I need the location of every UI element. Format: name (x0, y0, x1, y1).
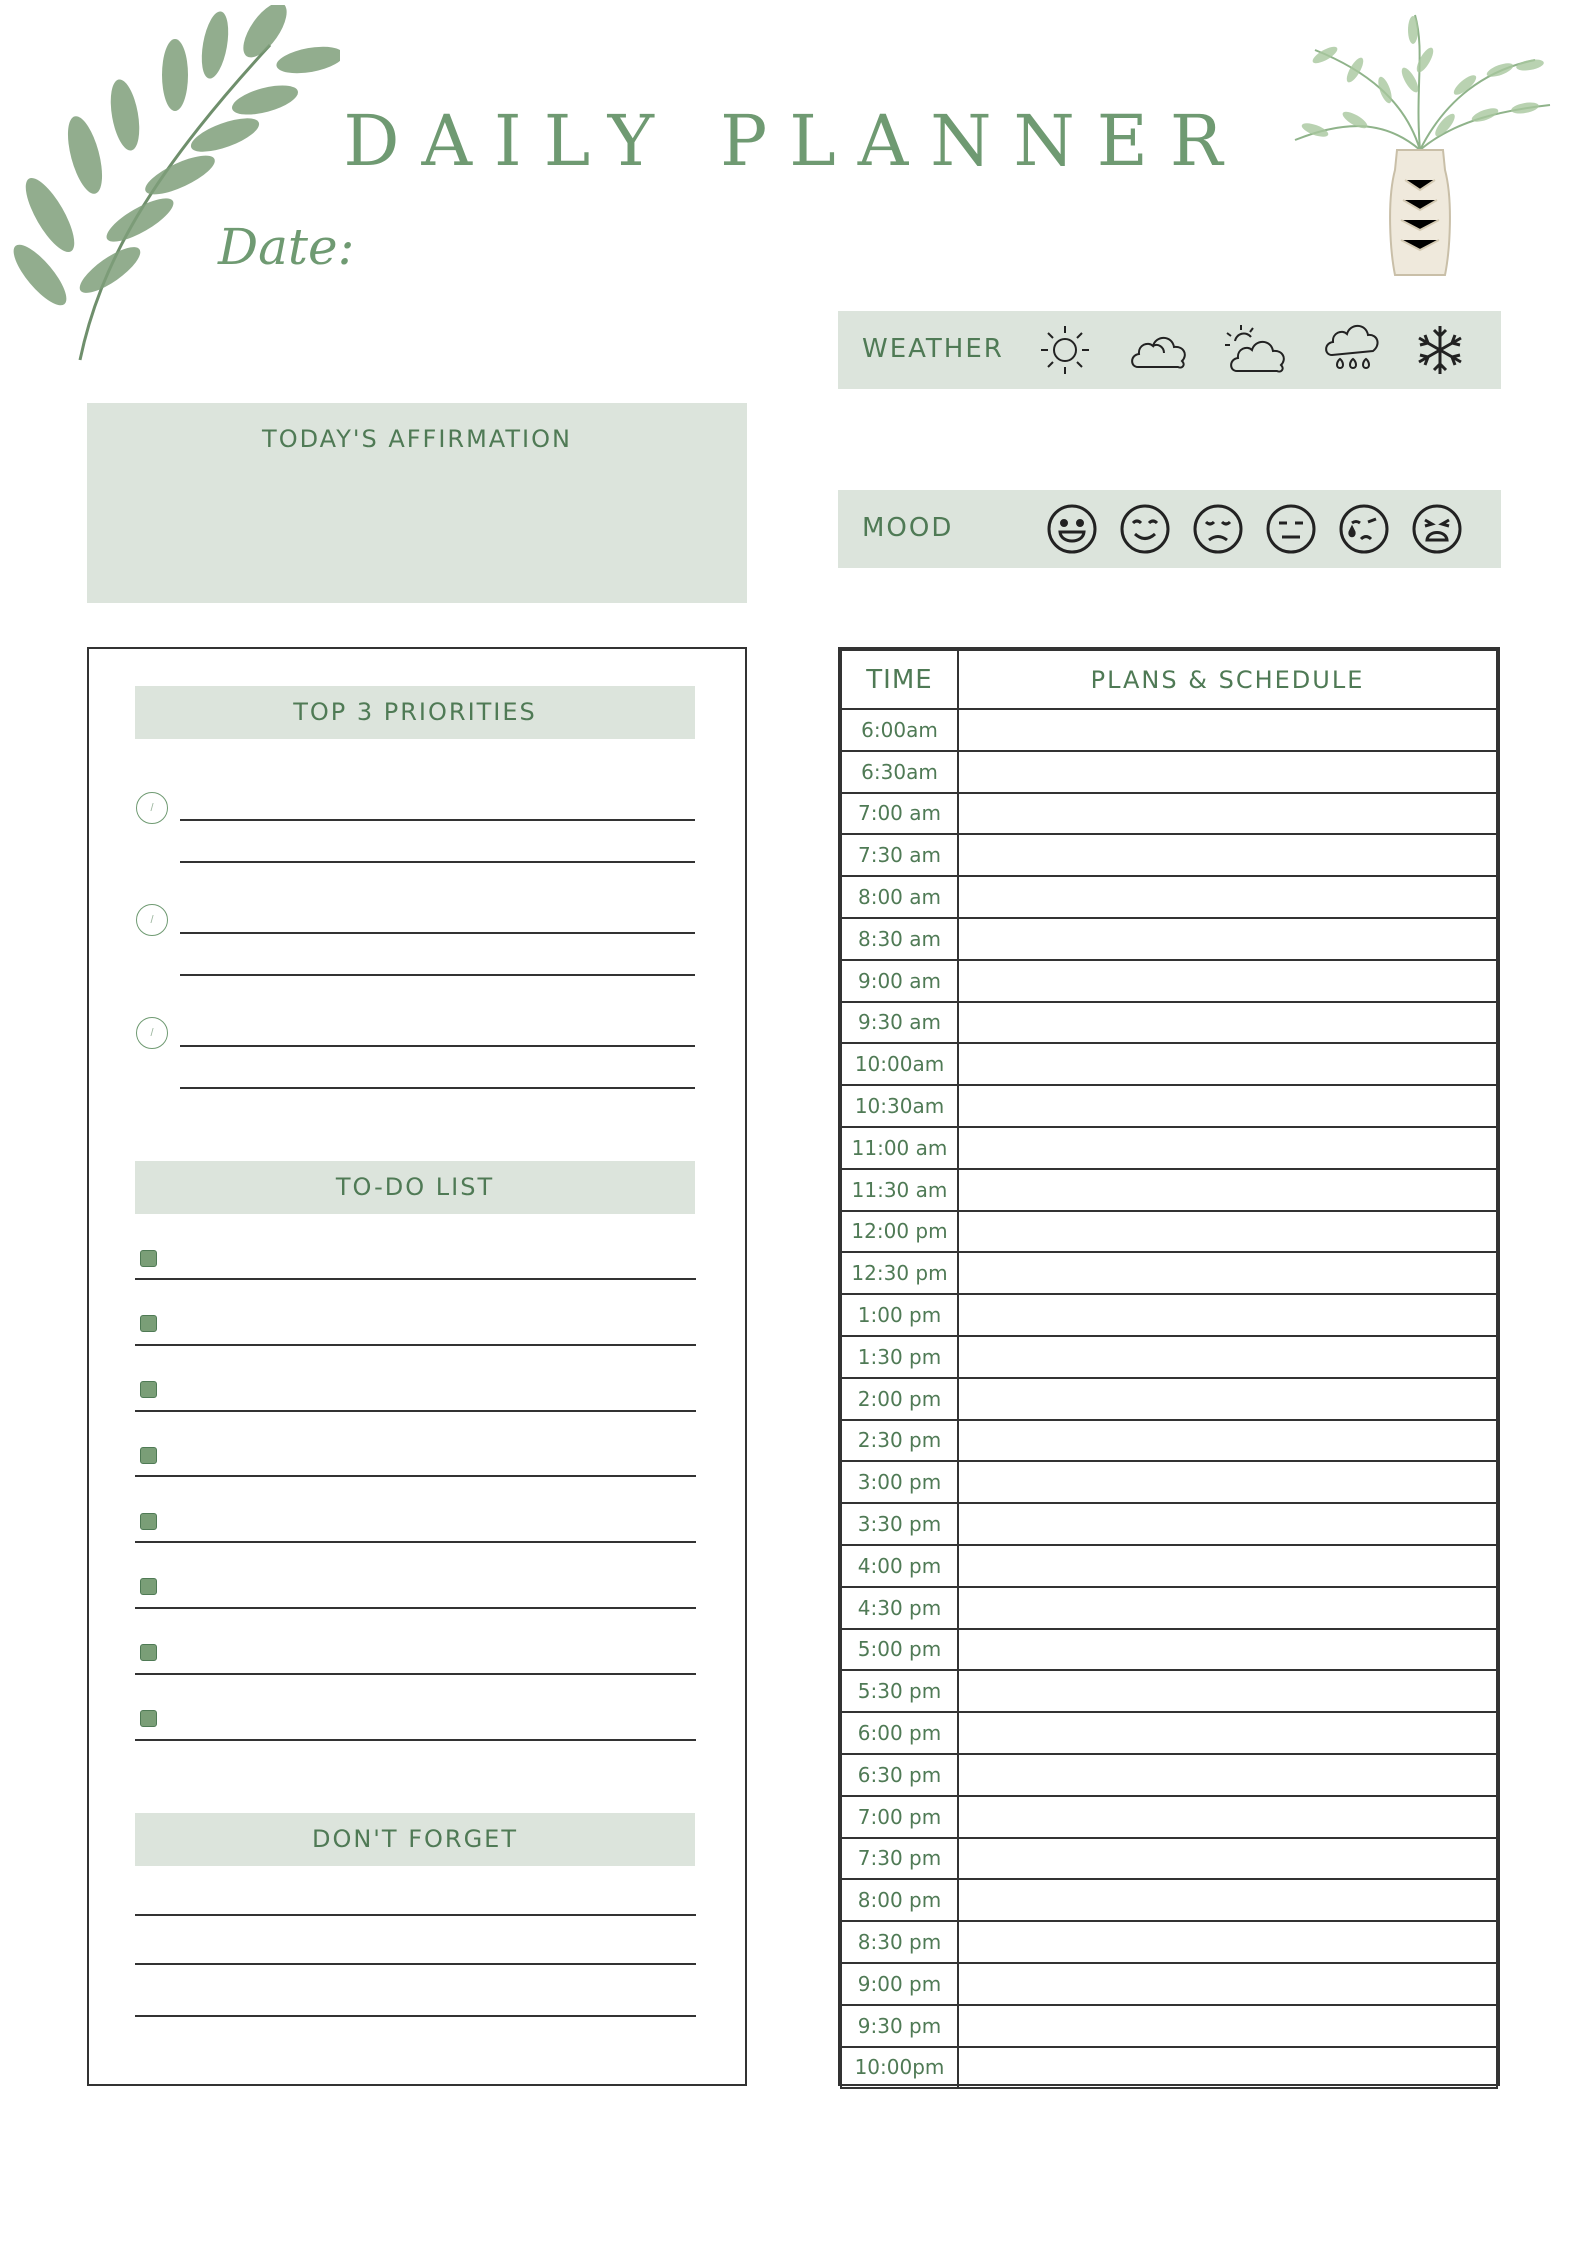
schedule-plan-cell[interactable] (958, 1294, 1497, 1336)
schedule-row (841, 2005, 1497, 2047)
schedule-time-cell: 7:30 am (841, 834, 958, 876)
affirmation-panel[interactable] (87, 403, 747, 603)
schedule-row (841, 1420, 1497, 1462)
schedule-time-cell: 9:00 am (841, 960, 958, 1002)
rain-icon[interactable] (1323, 321, 1381, 381)
schedule-plan-cell[interactable] (958, 709, 1497, 751)
schedule-row (841, 1629, 1497, 1671)
schedule-row (841, 1169, 1497, 1211)
todo-checkbox[interactable] (140, 1315, 157, 1332)
schedule-time-cell: 7:30 pm (841, 1838, 958, 1880)
schedule-plan-cell[interactable] (958, 1545, 1497, 1587)
todo-line[interactable] (135, 1541, 696, 1543)
schedule-row (841, 1670, 1497, 1712)
schedule-row (841, 1461, 1497, 1503)
page-title: DAILY PLANNER (343, 100, 1245, 182)
dont-forget-line[interactable] (135, 2015, 696, 2017)
todo-checkbox[interactable] (140, 1447, 157, 1464)
schedule-time-cell: 6:00am (841, 709, 958, 751)
schedule-time-cell: 6:30am (841, 751, 958, 793)
schedule-row (841, 2047, 1497, 2089)
weather-panel (838, 311, 1501, 389)
priorities-header: TOP 3 PRIORITIES (135, 686, 695, 739)
schedule-row (841, 751, 1497, 793)
schedule-row (841, 1796, 1497, 1838)
neutral-face-icon[interactable] (1264, 502, 1318, 556)
schedule-time-cell: 8:00 pm (841, 1879, 958, 1921)
schedule-time-cell: 12:00 pm (841, 1211, 958, 1253)
schedule-time-cell: 4:00 pm (841, 1545, 958, 1587)
schedule-row (841, 1378, 1497, 1420)
affirmation-label: TODAY'S AFFIRMATION (262, 425, 572, 453)
date-label: Date: (218, 218, 355, 276)
todo-line[interactable] (135, 1278, 696, 1280)
schedule-row (841, 1879, 1497, 1921)
cloud-icon[interactable] (1128, 325, 1190, 375)
schedule-row (841, 960, 1497, 1002)
smiling-face-icon[interactable] (1118, 502, 1172, 556)
schedule-plan-cell[interactable] (958, 2005, 1497, 2047)
weather-label: WEATHER (862, 334, 1004, 364)
todo-checkbox[interactable] (140, 1644, 157, 1661)
schedule-row (841, 709, 1497, 751)
schedule-time-cell: 8:30 pm (841, 1921, 958, 1963)
schedule-row (841, 793, 1497, 835)
schedule-time-cell: 10:00am (841, 1043, 958, 1085)
todo-line[interactable] (135, 1739, 696, 1741)
schedule-plan-cell[interactable] (958, 1002, 1497, 1044)
schedule-time-cell: 4:30 pm (841, 1587, 958, 1629)
priority-1-line[interactable] (180, 819, 695, 821)
todo-line[interactable] (135, 1607, 696, 1609)
schedule-time-cell: 9:00 pm (841, 1963, 958, 2005)
schedule-row (841, 1211, 1497, 1253)
schedule-plan-cell[interactable] (958, 1252, 1497, 1294)
schedule-time-cell: 10:30am (841, 1085, 958, 1127)
schedule-plan-cell[interactable] (958, 793, 1497, 835)
schedule-row (841, 1503, 1497, 1545)
mood-label: MOOD (862, 513, 954, 543)
schedule-time-cell: 11:00 am (841, 1127, 958, 1169)
schedule-time-cell: 5:00 pm (841, 1629, 958, 1671)
crying-face-icon[interactable] (1337, 502, 1391, 556)
schedule-plan-cell[interactable] (958, 1211, 1497, 1253)
schedule-time-cell: 6:30 pm (841, 1754, 958, 1796)
grinning-face-icon[interactable] (1045, 502, 1099, 556)
schedule-plan-cell[interactable] (958, 1085, 1497, 1127)
priority-1-line-2[interactable] (180, 861, 695, 863)
schedule-plan-cell[interactable] (958, 876, 1497, 918)
time-column-header: TIME (841, 650, 958, 709)
schedule-plan-cell[interactable] (958, 960, 1497, 1002)
schedule-plan-cell[interactable] (958, 1712, 1497, 1754)
schedule-plan-cell[interactable] (958, 1378, 1497, 1420)
partly-cloudy-icon[interactable] (1223, 323, 1287, 377)
schedule-time-cell: 1:00 pm (841, 1294, 958, 1336)
schedule-time-cell: 11:30 am (841, 1169, 958, 1211)
schedule-time-cell: 7:00 pm (841, 1796, 958, 1838)
priority-2-line[interactable] (180, 932, 695, 934)
schedule-row (841, 1252, 1497, 1294)
schedule-plan-cell[interactable] (958, 834, 1497, 876)
schedule-plan-cell[interactable] (958, 1838, 1497, 1880)
schedule-plan-cell[interactable] (958, 918, 1497, 960)
schedule-plan-cell[interactable] (958, 1754, 1497, 1796)
schedule-row (841, 1587, 1497, 1629)
todo-header: TO-DO LIST (135, 1161, 695, 1214)
todo-checkbox[interactable] (140, 1710, 157, 1727)
schedule-plan-cell[interactable] (958, 1796, 1497, 1838)
priority-3-line[interactable] (180, 1045, 695, 1047)
schedule-row (841, 876, 1497, 918)
schedule-plan-cell[interactable] (958, 1879, 1497, 1921)
schedule-plan-cell[interactable] (958, 1921, 1497, 1963)
priority-3-marker: / (136, 1017, 168, 1049)
schedule-plan-cell[interactable] (958, 2047, 1497, 2089)
schedule-plan-cell[interactable] (958, 1043, 1497, 1085)
todo-checkbox[interactable] (140, 1381, 157, 1398)
schedule-time-cell: 6:00 pm (841, 1712, 958, 1754)
schedule-plan-cell[interactable] (958, 1629, 1497, 1671)
schedule-row (841, 1838, 1497, 1880)
todo-line[interactable] (135, 1673, 696, 1675)
schedule-plan-cell[interactable] (958, 1503, 1497, 1545)
schedule-time-cell: 10:00pm (841, 2047, 958, 2089)
schedule-time-cell: 8:30 am (841, 918, 958, 960)
priority-1-marker: / (136, 792, 168, 824)
schedule-row (841, 1085, 1497, 1127)
schedule-time-cell: 3:30 pm (841, 1503, 958, 1545)
schedule-row (841, 1294, 1497, 1336)
schedule-plan-cell[interactable] (958, 1963, 1497, 2005)
frowning-face-icon[interactable] (1191, 502, 1245, 556)
schedule-row (841, 1963, 1497, 2005)
schedule-row (841, 1754, 1497, 1796)
schedule-row (841, 1127, 1497, 1169)
schedule-row (841, 1336, 1497, 1378)
schedule-plan-cell[interactable] (958, 1336, 1497, 1378)
sun-icon[interactable] (1038, 323, 1092, 377)
schedule-row (841, 918, 1497, 960)
schedule-plan-cell[interactable] (958, 1169, 1497, 1211)
mood-panel (838, 490, 1501, 568)
todo-checkbox[interactable] (140, 1513, 157, 1530)
schedule-plan-cell[interactable] (958, 1420, 1497, 1462)
schedule-time-cell: 7:00 am (841, 793, 958, 835)
tired-face-icon[interactable] (1410, 502, 1464, 556)
schedule-plan-cell[interactable] (958, 751, 1497, 793)
todo-checkbox[interactable] (140, 1578, 157, 1595)
schedule-table (838, 647, 1500, 2086)
schedule-row (841, 1545, 1497, 1587)
snowflake-icon[interactable] (1415, 323, 1465, 377)
schedule-plan-cell[interactable] (958, 1670, 1497, 1712)
schedule-time-cell: 8:00 am (841, 876, 958, 918)
schedule-time-cell: 5:30 pm (841, 1670, 958, 1712)
todo-checkbox[interactable] (140, 1250, 157, 1267)
schedule-time-cell: 2:30 pm (841, 1420, 958, 1462)
priority-3-line-2[interactable] (180, 1087, 695, 1089)
schedule-time-cell: 9:30 am (841, 1002, 958, 1044)
schedule-time-cell: 12:30 pm (841, 1252, 958, 1294)
todo-line[interactable] (135, 1344, 696, 1346)
dont-forget-header: DON'T FORGET (135, 1813, 695, 1866)
schedule-row (841, 1002, 1497, 1044)
priority-2-marker: / (136, 904, 168, 936)
schedule-time-cell: 2:00 pm (841, 1378, 958, 1420)
dont-forget-line[interactable] (135, 1963, 696, 1965)
schedule-row (841, 1921, 1497, 1963)
todo-line[interactable] (135, 1410, 696, 1412)
schedule-row (841, 1043, 1497, 1085)
schedule-time-cell: 3:00 pm (841, 1461, 958, 1503)
todo-line[interactable] (135, 1475, 696, 1477)
plans-column-header: PLANS & SCHEDULE (958, 650, 1497, 709)
dont-forget-line[interactable] (135, 1914, 696, 1916)
schedule-plan-cell[interactable] (958, 1127, 1497, 1169)
schedule-row (841, 834, 1497, 876)
olive-branch-illustration (10, 5, 340, 365)
schedule-time-cell: 9:30 pm (841, 2005, 958, 2047)
priority-2-line-2[interactable] (180, 974, 695, 976)
schedule-row (841, 1712, 1497, 1754)
schedule-time-cell: 1:30 pm (841, 1336, 958, 1378)
schedule-plan-cell[interactable] (958, 1461, 1497, 1503)
schedule-plan-cell[interactable] (958, 1587, 1497, 1629)
